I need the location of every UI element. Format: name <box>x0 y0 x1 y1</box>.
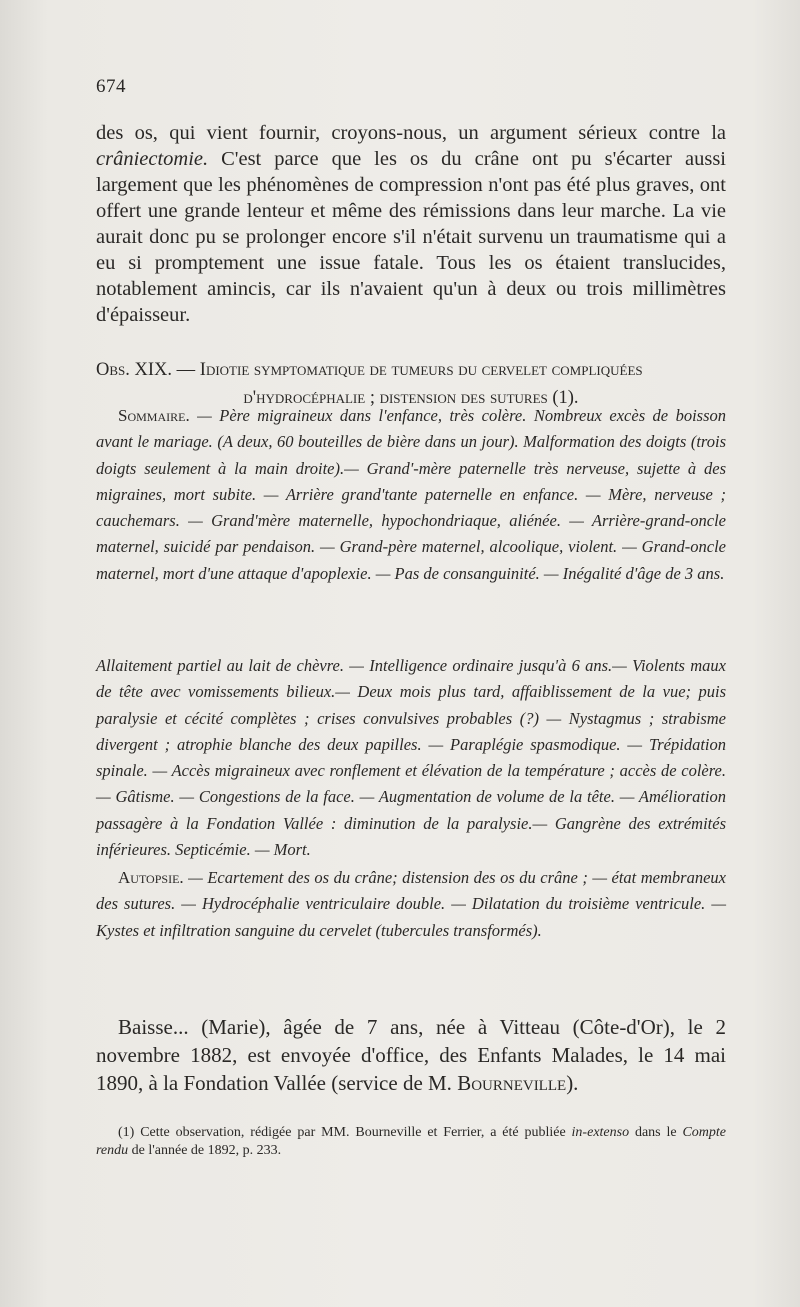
sommaire-paragraph <box>96 403 726 587</box>
allaitement-paragraph: Allaitement partiel au lait de chèvre. — Intelligence ordinaire jusqu'à 6 ans.— Violents maux de tête avec vomissements bilieux.— Deux mois plus tard, affaiblissement de la vue; puis paralysie et cécité complètes ; crises convulsives probables (?) — Nystagmus ; strabisme divergent ; atrophie blanche des deux papilles. — Paraplégie spasmodique. — Trépidation spinale. — Accès migraineux avec ronflement et élévation de la température ; accès de colère. — Gâtisme. — Congestions de la face. — Augmentation de volume de la tête. — Amélioration passagère à la Fondation Vallée : diminution de la paralysie.— Gangrène des extrémités inférieures. Septicémie. — Mort. <box>96 656 726 860</box>
footnote-text-3: de l'année de 1892, p. 233. <box>128 1143 282 1158</box>
observation-title-line1: Idiotie symptomatique de tumeurs du cervelet compliquées <box>199 360 643 380</box>
footnote-emphasis-2: Compte rendu <box>96 1125 727 1158</box>
intro-paragraph <box>96 120 726 328</box>
sommaire-text: — Père migraineux dans l'enfance, très colère. Nombreux excès de boisson avant le mariage. (A deux, 60 bouteilles de bière dans un jour). Malformation des doigts (trois doigts seulement à la main droite).— Grand'-mère paternelle très nerveuse, sujette à des migraines, mort subite. — Arrière grand'tante paternelle en enfance. — Mère, nerveuse ; cauchemars. — Grand'mère maternelle, hypochondriaque, aliénée. — Arrière-grand-oncle maternel, suicidé par pendaison. — Grand-père maternel, alcoolique, violent. — Grand-oncle maternel, mort d'une attaque d'apoplexie. — Pas de consanguinité. — Inégalité d'âge de 3 ans. <box>96 406 726 583</box>
footnote-text-2: dans le <box>629 1125 683 1140</box>
observation-label: Obs. XIX. <box>96 360 173 380</box>
footnote-text-1: (1) Cette observation, rédigée par MM. Bourneville et Ferrier, a été publiée <box>118 1125 572 1140</box>
case-name: Bourneville <box>457 1071 567 1095</box>
intro-text-2: C'est parce que les os du crâne ont pu s'écarter aussi largement que les phénomènes de compression n'ont pas été plus graves, ont offert une grande lenteur et même des rémissions dans leur marche. La vie aurait donc pu se prolonger encore s'il n'était survenu un traumatisme qui a eu si promptement une issue fatale. Tous les os étaient translucides, notablement amincis, car ils n'avaient qu'un à deux ou trois millimètres d'épaisseur. <box>96 148 726 326</box>
case-text-2: ). <box>566 1071 579 1095</box>
autopsie-lead: Autopsie. <box>118 868 184 887</box>
intro-emphasis: crâniectomie. <box>96 148 209 170</box>
observation-dash: — <box>172 360 200 380</box>
autopsie-text: — Ecartement des os du crâne; distension des os du crâne ; — état membraneux des sutures. — Hydrocéphalie ventriculaire double. — Dilatation du troisième ventricule. — Kystes et infiltration sanguine du cervelet (tubercules transformés). <box>96 868 726 940</box>
footnote <box>96 1124 726 1160</box>
case-paragraph <box>96 1013 726 1097</box>
page-number: 674 <box>96 76 126 97</box>
intro-text-1: des os, qui vient fournir, croyons-nous, un argument sérieux contre la <box>96 122 726 144</box>
observation-title-line2: d'hydrocéphalie ; distension des sutures (1). <box>243 388 579 408</box>
autopsie-paragraph <box>96 865 726 944</box>
sommaire-lead: Sommaire. <box>118 406 190 425</box>
case-text-1: Baisse... (Marie), âgée de 7 ans, née à Vitteau (Côte-d'Or), le 2 novembre 1882, est envoyée d'office, des Enfants Malades, le 14 mai 1890, à la Fondation Vallée (service de M. <box>96 1015 726 1095</box>
footnote-emphasis-1: in-extenso <box>571 1125 630 1140</box>
